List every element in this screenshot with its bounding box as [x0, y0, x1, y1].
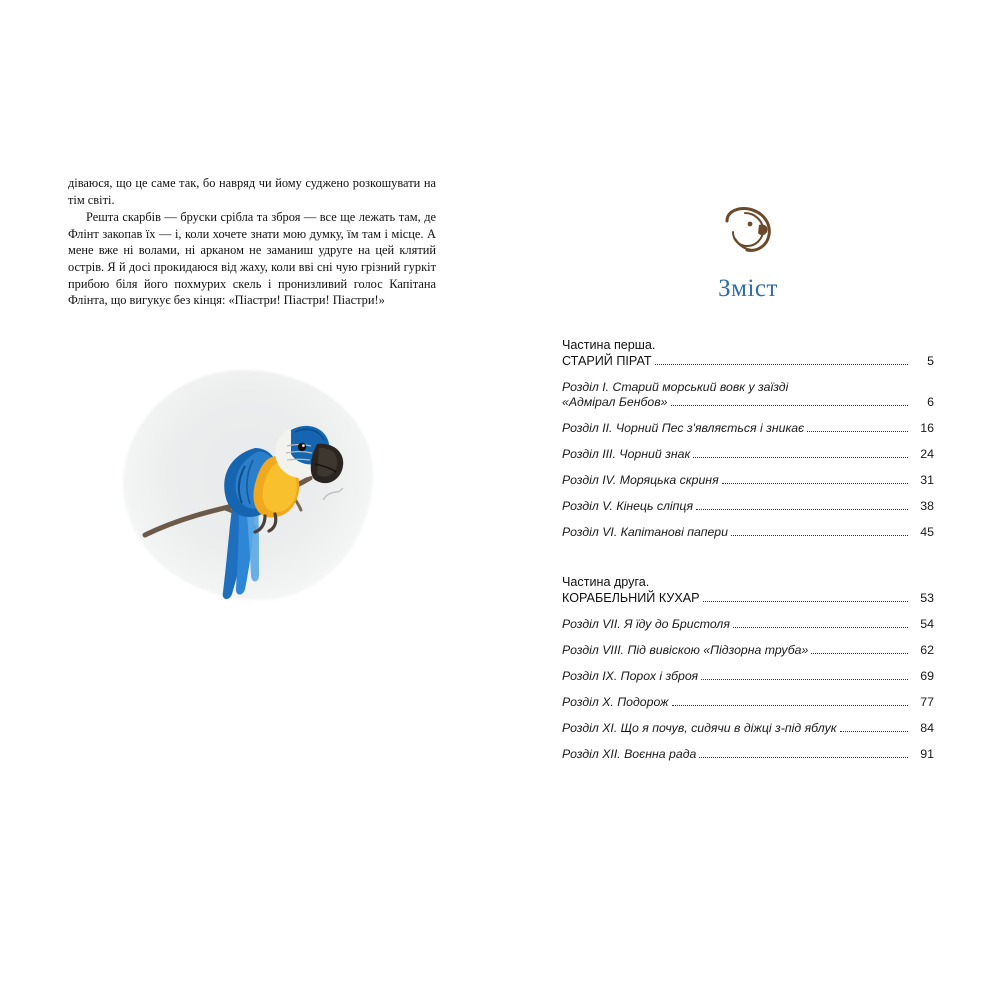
parrot-medallion-icon [715, 205, 781, 255]
leader-dots [693, 456, 908, 458]
toc-entry[interactable] [562, 695, 934, 710]
part-heading [562, 574, 934, 606]
toc-entry-page: 45 [920, 525, 934, 539]
toc-entry-label: Розділ VI. Капітанові папери [562, 525, 728, 539]
toc-entry[interactable] [562, 721, 934, 736]
toc-entry-label: Розділ II. Чорний Пес з'являється і зникає [562, 421, 805, 435]
part-row[interactable] [562, 590, 934, 606]
toc-entry-label: Розділ XI. Що я почув, сидячи в діжці з-під яблук [562, 721, 837, 735]
part-label-line1: Частина друга. [562, 575, 650, 589]
toc-entry-label: Розділ IX. Порох і зброя [562, 669, 699, 683]
leader-dots [701, 678, 908, 680]
part-label-line1: Частина перша. [562, 338, 656, 352]
toc-entry-page: 31 [920, 473, 934, 487]
toc-entry-label-line2: «Адмірал Бенбов» [562, 395, 668, 409]
toc-entry[interactable] [562, 525, 934, 540]
toc-section-part-one [562, 337, 934, 540]
toc-entry-label: Розділ III. Чорний знак [562, 447, 691, 461]
leader-dots [840, 730, 908, 732]
toc-entry[interactable] [562, 421, 934, 436]
toc-entry-label: Розділ IV. Моряцька скриня [562, 473, 719, 487]
leader-dots [703, 600, 908, 602]
toc-entry[interactable] [562, 473, 934, 488]
toc-entry-page: 16 [920, 421, 934, 435]
leader-dots [696, 508, 908, 510]
part-label-line2: СТАРИЙ ПІРАТ [562, 354, 652, 368]
leader-dots [731, 534, 908, 536]
toc-entry[interactable] [562, 643, 934, 658]
section-spacer [562, 548, 934, 574]
toc-entry-page: 24 [920, 447, 934, 461]
toc-entry[interactable] [562, 617, 934, 632]
toc-entry[interactable] [562, 447, 934, 462]
part-label-line2: КОРАБЕЛЬНИЙ КУХАР [562, 591, 700, 605]
left-page [68, 175, 436, 309]
toc-entry-label-line1: Розділ I. Старий морський вовк у заїзді [562, 380, 789, 394]
toc-entry-page: 6 [927, 395, 934, 409]
leader-dots [807, 430, 908, 432]
toc-entry-label: Розділ V. Кінець сліпця [562, 499, 694, 513]
parrot-illustration [105, 360, 395, 610]
toc-entry-page: 69 [920, 669, 934, 683]
toc-entry-page: 38 [920, 499, 934, 513]
toc-entry-label: Розділ XII. Воєнна рада [562, 747, 697, 761]
paragraph-treasure: Решта скарбів — бруски срібла та зброя — все ще лежать там, де Флінт закопав їх — і, коли хочете знати мою думку, їм там і місце. А мене вже ні волами, ні арканом не заманиш удруге на цей клятий острів. Я й досі прокидаюся від жаху, коли вві сні чую грізний гуркіт прибою біля його похмурих скель і пронизливий голос Капітана Флінта, що вигукує без кінця: «Піастри! Піастри! Піастри!» [68, 210, 436, 308]
toc-entry-page: 54 [920, 617, 934, 631]
leader-dots [733, 626, 908, 628]
part-page-number: 53 [920, 591, 934, 605]
leader-dots [671, 404, 908, 406]
leader-dots [699, 756, 908, 758]
leader-dots [811, 652, 908, 654]
part-heading [562, 337, 934, 369]
page-title: Зміст [718, 275, 778, 302]
toc-entry[interactable] [562, 747, 934, 762]
toc-entry-page: 62 [920, 643, 934, 657]
toc-entry[interactable] [562, 499, 934, 514]
toc-entry-label: Розділ X. Подорож [562, 695, 669, 709]
paragraph-continuation: діваюся, що це саме так, бо навряд чи йому суджено розкошувати на тім світі. [68, 176, 436, 207]
part-row[interactable] [562, 353, 934, 369]
leader-dots [722, 482, 908, 484]
toc-entry-page: 84 [920, 721, 934, 735]
ornament [562, 205, 934, 265]
right-page-contents [562, 205, 934, 770]
toc-entry-page: 77 [920, 695, 934, 709]
parrot-icon [105, 360, 395, 610]
toc-entry[interactable] [562, 669, 934, 684]
toc-entry-page: 91 [920, 747, 934, 761]
toc-entry-label: Розділ VII. Я їду до Бристоля [562, 617, 730, 631]
leader-dots [672, 704, 908, 706]
toc-section-part-two [562, 574, 934, 762]
part-page-number: 5 [927, 354, 934, 368]
toc-entry-label: Розділ VIII. Під вивіскою «Підзорна труба» [562, 643, 809, 657]
leader-dots [655, 363, 908, 365]
toc-entry[interactable] [562, 380, 934, 410]
